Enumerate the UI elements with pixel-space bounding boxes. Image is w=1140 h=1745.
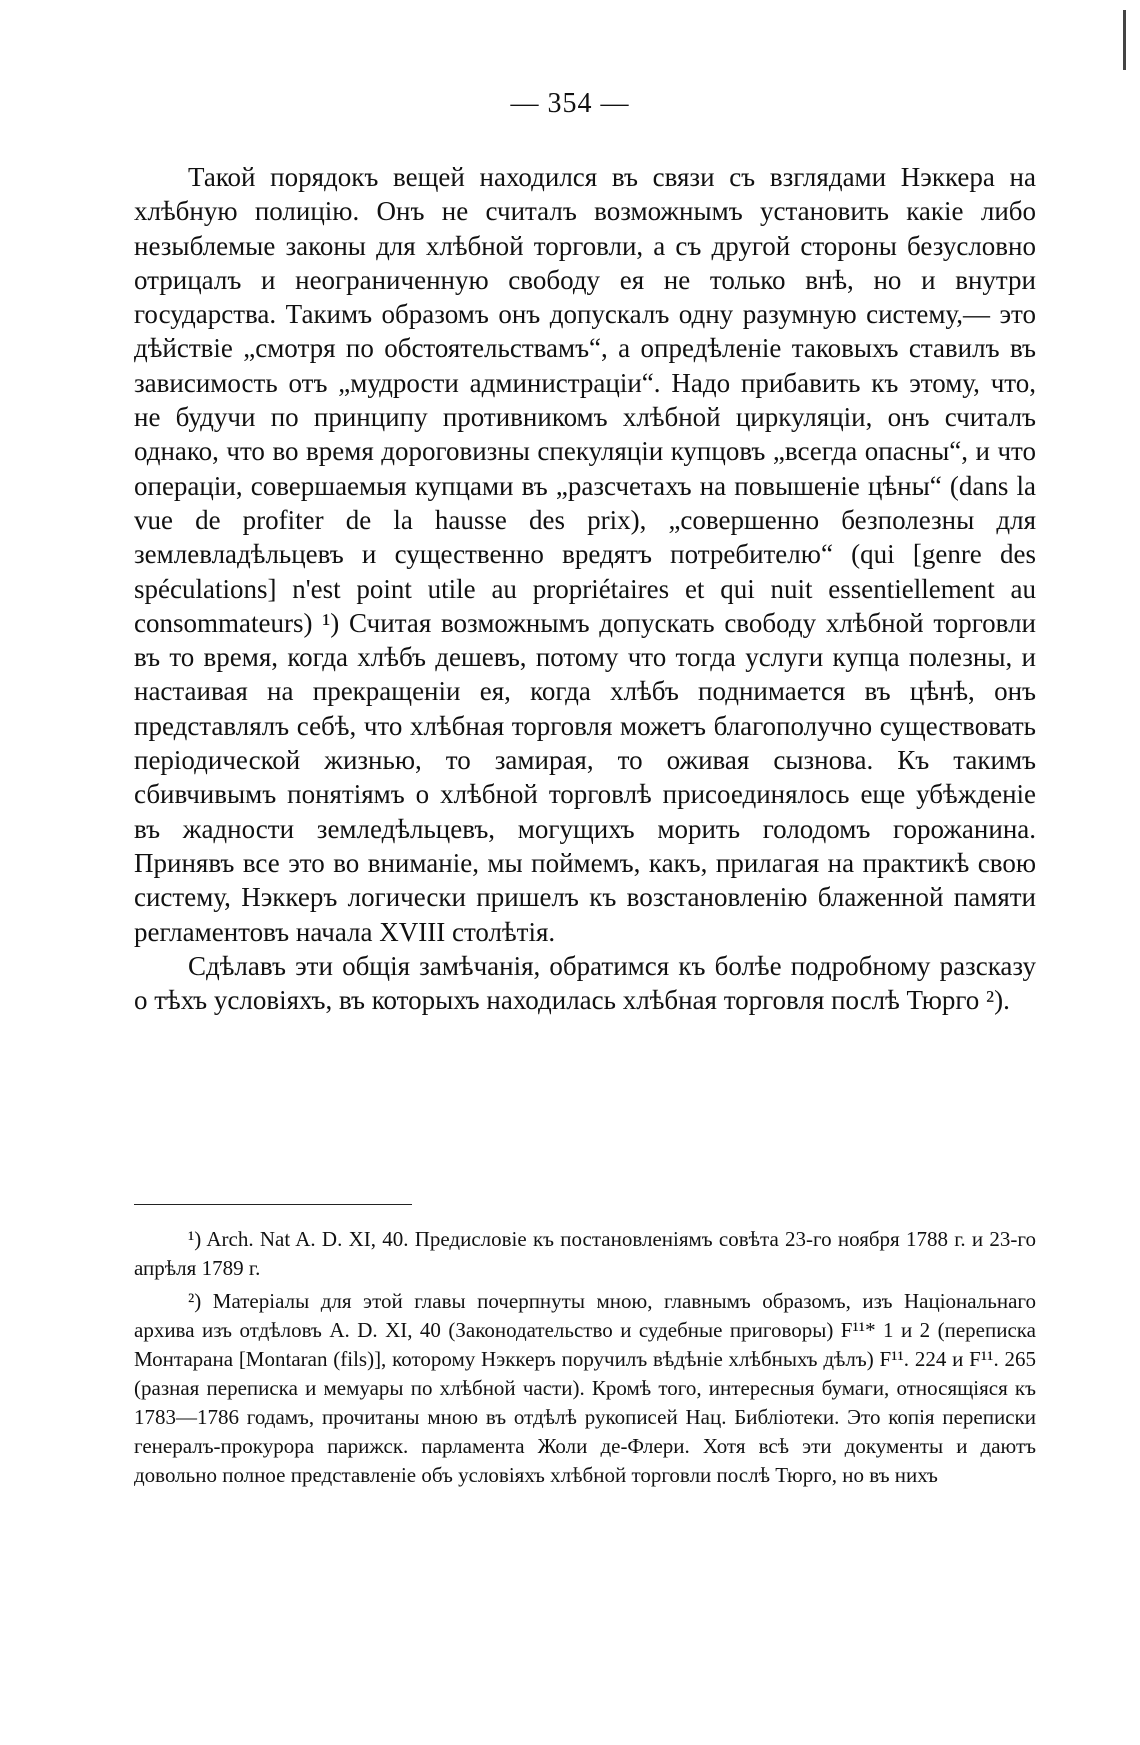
- footnote: ²) Матеріалы для этой главы почерпнуты мною, главнымъ образомъ, изъ Національнаго архива изъ отдѣловъ A. D. XI, 40 (Законодательство и судебные приговоры) F¹¹* 1 и 2 (переписка Монтарана [Montaran (fils)], которому Нэккеръ поручилъ вѣдѣніе хлѣбныхъ дѣлъ) F¹¹. 224 и F¹¹. 265 (разная переписка и мемуары по хлѣбной части). Кромѣ того, интересныя бумаги, относящіяся къ 1783—1786 годамъ, прочитаны мною въ отдѣлѣ рукописей Нац. Библіотеки. Это копія переписки генералъ-прокурора парижск. парламента Жоли де-Флери. Хотя всѣ эти документы и даютъ довольно полное представленіе объ условіяхъ хлѣбной торговли послѣ Тюрго, но въ нихъ: [134, 1289, 1036, 1487]
- footnotes: [134, 1225, 1036, 1494]
- paragraph: Сдѣлавъ эти общія замѣчанія, обратимся къ болѣе подробному разсказу о тѣхъ условіяхъ, въ которыхъ находилась хлѣбная торговля послѣ Тюрго ²).: [134, 950, 1036, 1016]
- main-text: [134, 160, 1036, 1017]
- page-number: — 354 —: [510, 88, 630, 119]
- page-edge-mark: [1123, 10, 1126, 70]
- footnote: ¹) Arch. Nat A. D. XI, 40. Предисловіе къ постановленіямъ совѣта 23-го ноября 1788 г. и 23-го апрѣля 1789 г.: [134, 1227, 1036, 1280]
- paragraph: Такой порядокъ вещей находился въ связи съ взглядами Нэккера на хлѣбную полицію. Онъ не считалъ возможнымъ установить какіе либо незыблемые законы для хлѣбной торговли, а съ другой стороны безусловно отрицалъ и неограниченную свободу ея не только внѣ, но и внутри государства. Такимъ образомъ онъ допускалъ одну разумную систему,— это дѣйствіе „смотря по обстоятельствамъ“, а опредѣленіе таковыхъ ставилъ въ зависимость отъ „мудрости администраціи“. Надо прибавить къ этому, что, не будучи по принципу противникомъ хлѣбной циркуляціи, онъ считалъ однако, что во время дороговизны спекуляціи купцовъ „всегда опасны“, и что операціи, совершаемыя купцами въ „разсчетахъ на повышеніе цѣны“ (dans la vue de profiter de la hausse des prix), „совершенно безполезны для землевладѣльцевъ и существенно вредятъ потребителю“ (qui [genre des spéculations] n'est point utile au propriétaires et qui nuit essentiellement au consommateurs) ¹) Считая возможнымъ допускать свободу хлѣбной торговли въ то время, когда хлѣбъ дешевъ, потому что тогда услуги купца полезны, и настаивая на прекращеніи ея, когда хлѣбъ поднимается въ цѣнѣ, онъ представлялъ себѣ, что хлѣбная торговля можетъ благополучно существовать періодической жизнью, то замирая, то оживая сызнова. Къ такимъ сбивчивымъ понятіямъ о хлѣбной торговлѣ присоединялось еще убѣжденіе въ жадности земледѣльцевъ, могущихъ морить голодомъ горожанина. Принявъ все это во вниманіе, мы поймемъ, какъ, прилагая на практикѣ свою систему, Нэккеръ логически пришелъ къ возстановленію блаженной памяти регламентовъ начала XVIII столѣтія.: [134, 162, 1036, 947]
- footnote-divider: [134, 1204, 412, 1205]
